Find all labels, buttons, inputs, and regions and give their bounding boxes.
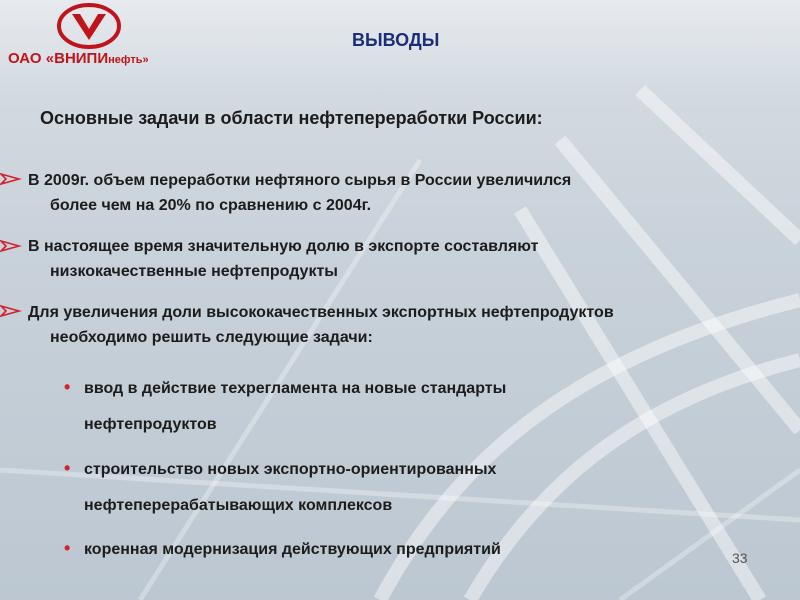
arrow-bullet-icon (0, 304, 22, 318)
dot-bullet-icon: • (64, 538, 71, 558)
point-3-line2: необходимо решить следующие задачи: (50, 329, 373, 346)
company-prefix: ОАО «ВНИПИ (8, 50, 109, 67)
dot-bullet-icon: • (64, 377, 71, 397)
subitem-3-line1: коренная модернизация действующих предприятий (84, 541, 501, 558)
point-1-line1: В 2009г. объем переработки нефтяного сырья в России увеличился (28, 172, 572, 189)
arrow-bullet-icon (0, 172, 22, 186)
company-suffix: нефть» (108, 54, 149, 66)
company-name (8, 50, 149, 67)
subitem-3 (64, 530, 501, 568)
slide-subtitle: Основные задачи в области нефтепереработки России: (40, 108, 543, 128)
slide-title: ВЫВОДЫ (352, 30, 440, 50)
point-1-line2: более чем на 20% по сравнению с 2004г. (50, 197, 372, 214)
point-2 (28, 234, 538, 284)
point-1 (28, 168, 571, 218)
arrow-bullet-icon (0, 239, 22, 253)
point-2-line2: низкокачественные нефтепродукты (50, 263, 338, 280)
point-2-line1: В настоящее время значительную долю в экспорте составляют (28, 238, 539, 255)
point-3-line1: Для увеличения доли высококачественных экспортных нефтепродуктов (28, 304, 614, 321)
subitem-1-line2: нефтепродуктов (84, 416, 217, 433)
subitem-2-line2: нефтеперерабатывающих комплексов (84, 497, 393, 514)
subitem-2-line1: строительство новых экспортно-ориентированных (84, 461, 497, 478)
page-number: 33 (732, 550, 748, 566)
company-logo-icon (54, 2, 124, 52)
subitem-2 (64, 450, 496, 524)
subitem-1-line1: ввод в действие техрегламента на новые стандарты (84, 380, 507, 397)
subitem-1 (64, 369, 506, 443)
point-3 (28, 300, 614, 350)
dot-bullet-icon: • (64, 458, 71, 478)
